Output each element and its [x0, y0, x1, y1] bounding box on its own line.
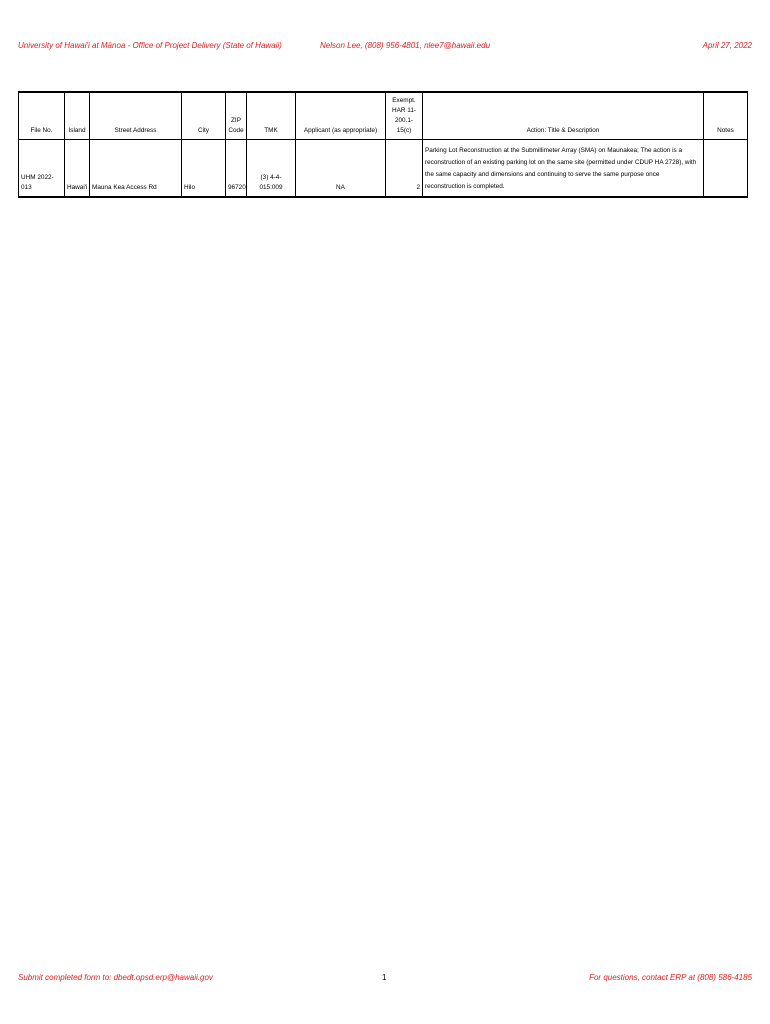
- exemption-table: [18, 91, 748, 198]
- col-header-applicant: Applicant (as appropriate): [296, 92, 386, 139]
- cell-file-no: UHM 2022-013: [19, 139, 65, 197]
- col-header-action-description: Action: Title & Description: [423, 92, 704, 139]
- header-date: April 27, 2022: [702, 41, 752, 50]
- footer-submit-instructions: Submit completed form to: dbedt.opsd.erp@hawaii.gov: [18, 973, 213, 982]
- col-header-notes: Notes: [704, 92, 748, 139]
- page-number: 1: [382, 973, 387, 982]
- table-row: [19, 139, 748, 197]
- cell-island: Hawai'i: [65, 139, 90, 197]
- col-header-tmk: TMK: [247, 92, 296, 139]
- col-header-city: City: [182, 92, 226, 139]
- col-header-file-no: File No.: [19, 92, 65, 139]
- header-organization: University of Hawai'i at Mānoa - Office of Project Delivery (State of Hawaii): [18, 41, 282, 50]
- cell-zip: 96720: [226, 139, 247, 197]
- page-footer: [18, 973, 752, 985]
- cell-notes: [704, 139, 748, 197]
- cell-exempt: 2: [386, 139, 423, 197]
- col-header-exemption: Exempt. HAR 11-200.1-15(c): [386, 92, 423, 139]
- cell-city: Hilo: [182, 139, 226, 197]
- col-header-zip-code: ZIP Code: [226, 92, 247, 139]
- table-header-row: [19, 92, 748, 139]
- cell-action-description: Parking Lot Reconstruction at the Submillimeter Array (SMA) on Maunakea; The action is a reconstruction of an existing parking lot on the same site (permitted under CDUP HA 2728), with the same capacity and dimensions and continuing to serve the same purpose once reconstruction is completed.: [423, 139, 704, 197]
- col-header-street-address: Street Address: [90, 92, 182, 139]
- col-header-island: Island: [65, 92, 90, 139]
- cell-applicant: NA: [296, 139, 386, 197]
- page-header: [18, 41, 752, 53]
- header-contact: Nelson Lee, (808) 956-4801, nlee7@hawaii.edu: [320, 41, 491, 50]
- cell-street-address: Mauna Kea Access Rd: [90, 139, 182, 197]
- cell-tmk: (3) 4-4-015:009: [247, 139, 296, 197]
- footer-contact: For questions, contact ERP at (808) 586-4185: [589, 973, 752, 982]
